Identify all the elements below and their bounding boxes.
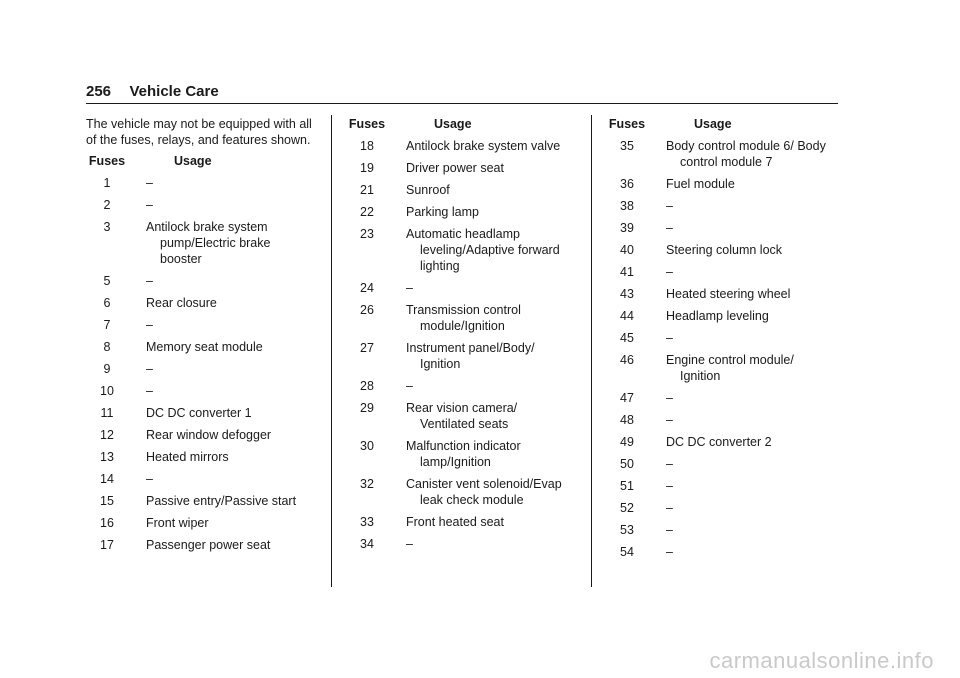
fuse-usage-cell bbox=[146, 427, 306, 449]
fuse-number: 27 bbox=[360, 341, 374, 355]
table-row bbox=[606, 138, 826, 176]
watermark: carmanualsonline.info bbox=[709, 648, 934, 673]
fuse-usage-cell bbox=[146, 449, 306, 471]
fuse-number: 9 bbox=[103, 362, 111, 376]
fuse-usage-cell bbox=[666, 176, 826, 198]
table-row bbox=[346, 340, 566, 378]
fuse-number: 7 bbox=[103, 318, 111, 332]
fuse-number: 10 bbox=[100, 384, 114, 398]
table-row bbox=[86, 493, 306, 515]
fuse-usage: Headlamp leveling bbox=[666, 309, 769, 323]
fuse-usage: – bbox=[146, 472, 153, 486]
fuse-number: 13 bbox=[100, 450, 114, 464]
table-row bbox=[86, 339, 306, 361]
fuse-number: 23 bbox=[360, 227, 374, 241]
table-row bbox=[346, 438, 566, 476]
table-row bbox=[346, 226, 566, 280]
table-row bbox=[606, 456, 826, 478]
fuse-usage-cell bbox=[406, 514, 566, 536]
fuse-usage-cell bbox=[146, 383, 306, 405]
table-row bbox=[606, 220, 826, 242]
table-row bbox=[346, 138, 566, 160]
fuse-table bbox=[346, 116, 566, 558]
fuse-number: 15 bbox=[100, 494, 114, 508]
table-row bbox=[606, 352, 826, 390]
fuse-number: 22 bbox=[360, 205, 374, 219]
fuse-number: 52 bbox=[620, 501, 634, 515]
table-row bbox=[346, 204, 566, 226]
fuse-usage-cell bbox=[406, 204, 566, 226]
fuse-number: 2 bbox=[103, 198, 111, 212]
table-row bbox=[606, 412, 826, 434]
table-header-row bbox=[346, 116, 566, 138]
fuse-usage-cell bbox=[666, 264, 826, 286]
fuse-number: 36 bbox=[620, 177, 634, 191]
fuse-usage-cell bbox=[146, 537, 306, 559]
table-row bbox=[86, 175, 306, 197]
fuse-usage-cell bbox=[666, 434, 826, 456]
fuse-usage-cell bbox=[666, 308, 826, 330]
table-row bbox=[346, 536, 566, 558]
fuse-usage: Front heated seat bbox=[406, 515, 504, 529]
fuse-usage-cell bbox=[666, 352, 826, 390]
fuse-usage: – bbox=[666, 391, 673, 405]
fuse-number: 53 bbox=[620, 523, 634, 537]
fuse-usage-cell bbox=[146, 197, 306, 219]
fuse-usage-cell bbox=[406, 226, 566, 280]
fuse-usage: Malfunction indicator lamp/Ignition bbox=[406, 439, 521, 469]
table-row bbox=[606, 242, 826, 264]
fuse-usage-cell bbox=[406, 340, 566, 378]
column-header-fuses: Fuses bbox=[608, 117, 646, 131]
fuse-number: 35 bbox=[620, 139, 634, 153]
fuse-number: 45 bbox=[620, 331, 634, 345]
table-row bbox=[606, 434, 826, 456]
fuse-usage: – bbox=[406, 379, 413, 393]
fuse-usage: – bbox=[666, 501, 673, 515]
fuse-usage-cell bbox=[666, 198, 826, 220]
table-row bbox=[346, 378, 566, 400]
fuse-usage: Memory seat module bbox=[146, 340, 263, 354]
fuse-usage-cell bbox=[406, 378, 566, 400]
table-row bbox=[606, 544, 826, 566]
fuse-usage-cell bbox=[666, 242, 826, 264]
fuse-number: 48 bbox=[620, 413, 634, 427]
fuse-number: 11 bbox=[100, 406, 114, 420]
table-row bbox=[86, 537, 306, 559]
fuse-usage: – bbox=[666, 265, 673, 279]
fuse-column-1 bbox=[86, 116, 324, 559]
fuse-number: 38 bbox=[620, 199, 634, 213]
fuse-usage: – bbox=[666, 523, 673, 537]
fuse-usage-cell bbox=[406, 400, 566, 438]
fuse-usage: Rear closure bbox=[146, 296, 217, 310]
fuse-usage: – bbox=[666, 479, 673, 493]
fuse-usage: Heated mirrors bbox=[146, 450, 229, 464]
fuse-number: 47 bbox=[620, 391, 634, 405]
fuse-usage-cell bbox=[406, 138, 566, 160]
column-header-fuses: Fuses bbox=[88, 154, 126, 168]
table-row bbox=[606, 500, 826, 522]
fuse-usage: – bbox=[146, 362, 153, 376]
fuse-number: 3 bbox=[103, 220, 111, 234]
table-row bbox=[86, 317, 306, 339]
fuse-usage: – bbox=[666, 331, 673, 345]
fuse-usage-cell bbox=[146, 471, 306, 493]
fuse-number: 40 bbox=[620, 243, 634, 257]
fuse-usage: Rear vision camera/ Ventilated seats bbox=[406, 401, 518, 431]
fuse-number: 6 bbox=[103, 296, 111, 310]
table-row bbox=[606, 308, 826, 330]
fuse-number: 44 bbox=[620, 309, 634, 323]
fuse-usage-cell bbox=[666, 478, 826, 500]
table-row bbox=[86, 273, 306, 295]
table-row bbox=[86, 449, 306, 471]
fuse-usage-cell bbox=[406, 160, 566, 182]
table-row bbox=[606, 198, 826, 220]
fuse-usage: – bbox=[146, 198, 153, 212]
fuse-usage: Engine control module/ Ignition bbox=[666, 353, 794, 383]
fuse-usage: Driver power seat bbox=[406, 161, 504, 175]
fuse-usage: – bbox=[666, 545, 673, 559]
table-header-row bbox=[86, 153, 306, 175]
fuse-usage-cell bbox=[146, 493, 306, 515]
column-header-fuses: Fuses bbox=[348, 117, 386, 131]
fuse-usage-cell bbox=[666, 544, 826, 566]
fuse-number: 18 bbox=[360, 139, 374, 153]
table-row bbox=[346, 302, 566, 340]
fuse-usage: Body control module 6/ Body control module 7 bbox=[666, 139, 826, 169]
column-header-usage: Usage bbox=[434, 117, 472, 131]
fuse-usage-cell bbox=[406, 182, 566, 204]
fuse-number: 12 bbox=[100, 428, 114, 442]
fuse-number: 17 bbox=[100, 538, 114, 552]
fuse-usage: – bbox=[146, 384, 153, 398]
table-row bbox=[86, 405, 306, 427]
column-header-usage: Usage bbox=[694, 117, 732, 131]
fuse-usage-cell bbox=[146, 317, 306, 339]
table-row bbox=[346, 514, 566, 536]
table-row bbox=[86, 471, 306, 493]
fuse-number: 24 bbox=[360, 281, 374, 295]
fuse-usage-cell bbox=[146, 361, 306, 383]
fuse-usage-cell bbox=[406, 438, 566, 476]
fuse-usage-cell bbox=[146, 295, 306, 317]
table-row bbox=[346, 182, 566, 204]
fuse-usage-cell bbox=[146, 273, 306, 295]
fuse-number: 43 bbox=[620, 287, 634, 301]
fuse-usage: – bbox=[406, 281, 413, 295]
fuse-number: 8 bbox=[103, 340, 111, 354]
fuse-number: 29 bbox=[360, 401, 374, 415]
table-row bbox=[86, 361, 306, 383]
table-row bbox=[86, 219, 306, 273]
table-row bbox=[86, 515, 306, 537]
fuse-usage: – bbox=[146, 176, 153, 190]
fuse-number: 39 bbox=[620, 221, 634, 235]
table-row bbox=[86, 427, 306, 449]
fuse-column-2 bbox=[346, 116, 566, 558]
fuse-number: 16 bbox=[100, 516, 114, 530]
fuse-usage-cell bbox=[146, 175, 306, 197]
fuse-usage: – bbox=[146, 318, 153, 332]
fuse-number: 28 bbox=[360, 379, 374, 393]
page-number: 256 bbox=[86, 83, 112, 100]
table-row bbox=[606, 478, 826, 500]
table-row bbox=[606, 264, 826, 286]
intro-text: The vehicle may not be equipped with all of the fuses, relays, and features shown. bbox=[86, 117, 312, 147]
fuse-usage: – bbox=[666, 457, 673, 471]
column-header-usage: Usage bbox=[174, 154, 212, 168]
header-rule bbox=[86, 103, 838, 104]
fuse-column-3 bbox=[606, 116, 826, 566]
fuse-usage: Passenger power seat bbox=[146, 538, 271, 552]
fuse-number: 41 bbox=[620, 265, 634, 279]
section-title: Vehicle Care bbox=[129, 83, 219, 100]
fuse-usage: Fuel module bbox=[666, 177, 735, 191]
fuse-usage-cell bbox=[406, 280, 566, 302]
page-header bbox=[86, 83, 219, 101]
fuse-usage: Steering column lock bbox=[666, 243, 783, 257]
fuse-usage: Antilock brake system pump/Electric brake booster bbox=[146, 220, 271, 266]
fuse-usage-cell bbox=[666, 412, 826, 434]
fuse-usage-cell bbox=[666, 456, 826, 478]
fuse-usage-cell bbox=[146, 405, 306, 427]
fuse-number: 51 bbox=[620, 479, 634, 493]
fuse-usage: Passive entry/Passive start bbox=[146, 494, 297, 508]
table-row bbox=[606, 390, 826, 412]
fuse-usage: DC DC converter 2 bbox=[666, 435, 772, 449]
fuse-usage: Antilock brake system valve bbox=[406, 139, 561, 153]
fuse-usage: – bbox=[666, 221, 673, 235]
fuse-usage: Transmission control module/Ignition bbox=[406, 303, 521, 333]
fuse-number: 19 bbox=[360, 161, 374, 175]
fuse-number: 26 bbox=[360, 303, 374, 317]
fuse-number: 5 bbox=[103, 274, 111, 288]
table-row bbox=[346, 400, 566, 438]
table-row bbox=[606, 286, 826, 308]
table-row bbox=[346, 280, 566, 302]
fuse-number: 30 bbox=[360, 439, 374, 453]
fuse-usage-cell bbox=[666, 286, 826, 308]
fuse-usage: Parking lamp bbox=[406, 205, 479, 219]
table-row bbox=[86, 383, 306, 405]
fuse-number: 34 bbox=[360, 537, 374, 551]
fuse-number: 49 bbox=[620, 435, 634, 449]
fuse-usage: Heated steering wheel bbox=[666, 287, 791, 301]
fuse-usage: Automatic headlamp leveling/Adaptive forward lighting bbox=[406, 227, 560, 273]
table-row bbox=[606, 522, 826, 544]
fuse-usage-cell bbox=[666, 500, 826, 522]
fuse-usage: Rear window defogger bbox=[146, 428, 272, 442]
fuse-number: 1 bbox=[103, 176, 111, 190]
fuse-usage: – bbox=[146, 274, 153, 288]
fuse-usage-cell bbox=[146, 219, 306, 273]
fuse-usage: DC DC converter 1 bbox=[146, 406, 252, 420]
fuse-usage-cell bbox=[146, 339, 306, 361]
fuse-usage: Front wiper bbox=[146, 516, 209, 530]
table-row bbox=[346, 476, 566, 514]
table-row bbox=[86, 197, 306, 219]
fuse-number: 54 bbox=[620, 545, 634, 559]
fuse-number: 32 bbox=[360, 477, 374, 491]
fuse-usage-cell bbox=[406, 302, 566, 340]
fuse-usage-cell bbox=[666, 390, 826, 412]
fuse-usage: Canister vent solenoid/Evap leak check module bbox=[406, 477, 562, 507]
fuse-number: 50 bbox=[620, 457, 634, 471]
fuse-usage: Sunroof bbox=[406, 183, 450, 197]
table-row bbox=[346, 160, 566, 182]
fuse-usage: – bbox=[406, 537, 413, 551]
table-header-row bbox=[606, 116, 826, 138]
fuse-number: 14 bbox=[100, 472, 114, 486]
fuse-usage: – bbox=[666, 199, 673, 213]
fuse-usage-cell bbox=[146, 515, 306, 537]
fuse-usage-cell bbox=[666, 522, 826, 544]
fuse-number: 21 bbox=[360, 183, 374, 197]
fuse-usage-cell bbox=[666, 138, 826, 176]
fuse-usage-cell bbox=[666, 330, 826, 352]
fuse-table bbox=[86, 153, 306, 559]
fuse-usage: – bbox=[666, 413, 673, 427]
fuse-usage: Instrument panel/Body/ Ignition bbox=[406, 341, 535, 371]
fuse-usage-cell bbox=[406, 536, 566, 558]
fuse-usage-cell bbox=[406, 476, 566, 514]
fuse-number: 33 bbox=[360, 515, 374, 529]
table-row bbox=[606, 330, 826, 352]
fuse-number: 46 bbox=[620, 353, 634, 367]
table-row bbox=[606, 176, 826, 198]
column-divider bbox=[591, 115, 592, 587]
column-divider bbox=[331, 115, 332, 587]
fuse-table bbox=[606, 116, 826, 566]
table-row bbox=[86, 295, 306, 317]
fuse-usage-cell bbox=[666, 220, 826, 242]
